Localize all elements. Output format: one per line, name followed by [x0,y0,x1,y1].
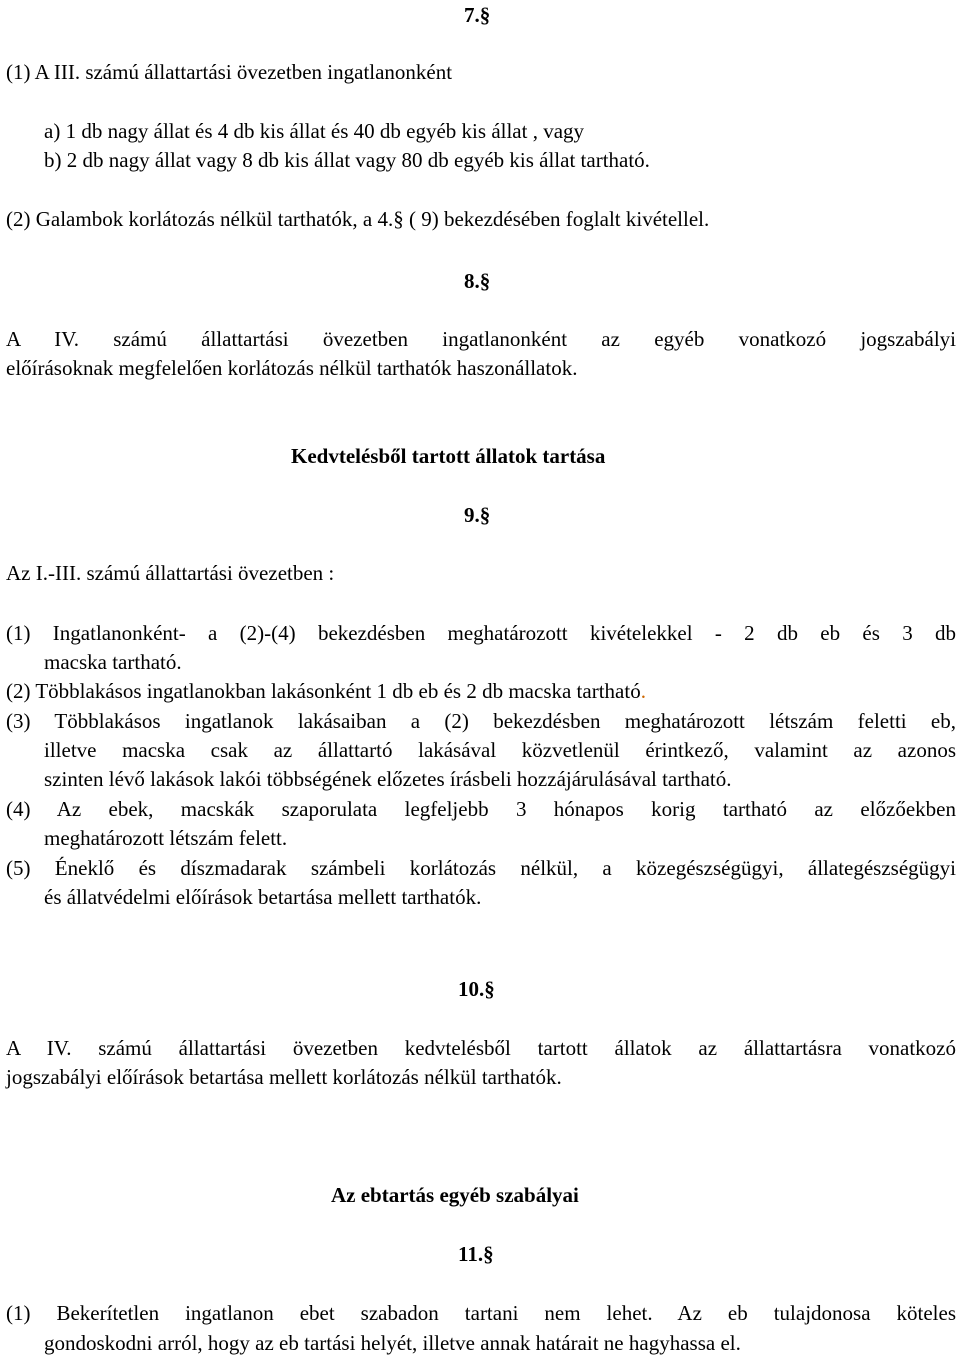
heading-dog-keeping-rules: Az ebtartás egyéb szabályai [331,1183,579,1207]
paragraph-9-4-line-2: meghatározott létszám felett. [44,826,288,850]
section-number-11: 11.§ [458,1242,494,1266]
paragraph-7-1-b: b) 2 db nagy állat vagy 8 db kis állat vagy 80 db egyéb kis állat tartható. [44,148,650,172]
paragraph-9-3-line-3: szinten lévő lakások lakói többségének előzetes írásbeli hozzájárulásával tartható. [44,767,732,791]
paragraph-11-line-1: (1) Bekerítetlen ingatlanon ebet szabadon tartani nem lehet. Az eb tulajdonosa köteles [6,1301,956,1325]
paragraph-7-1: (1) A III. számú állattartási övezetben ingatlanonként [6,60,453,84]
paragraph-9-2-period: . [640,679,646,703]
paragraph-7-1-a: a) 1 db nagy állat és 4 db kis állat és 40 db egyéb kis állat , vagy [44,119,585,143]
paragraph-9-3-line-1: (3) Többlakásos ingatlanok lakásaiban a (2) bekezdésben meghatározott létszám feletti eb, [6,709,956,733]
paragraph-10-line-1: A IV. számú állattartási övezetben kedvtelésből tartott állatok az állattartásra vonatkozó [6,1036,956,1060]
heading-pet-keeping: Kedvtelésből tartott állatok tartása [291,444,606,468]
paragraph-8-line-2: előírásoknak megfelelően korlátozás nélkül tarthatók haszonállatok. [6,356,578,380]
section-number-10: 10.§ [458,977,495,1001]
paragraph-9-2-text: (2) Többlakásos ingatlanokban lakásonként 1 db eb és 2 db macska tartható [6,679,641,703]
paragraph-9-2 [6,678,646,704]
paragraph-10-line-2: jogszabályi előírások betartása mellett korlátozás nélkül tarthatók. [6,1065,562,1089]
paragraph-9-intro: Az I.-III. számú állattartási övezetben : [6,561,335,585]
paragraph-9-1-line-2: macska tartható. [44,650,182,674]
paragraph-9-4-line-1: (4) Az ebek, macskák szaporulata legfeljebb 3 hónapos korig tartható az előzőekben [6,797,956,821]
section-number-8: 8.§ [464,269,491,293]
paragraph-9-3-line-2: illetve macska csak az állattartó lakásával közvetlenül érintkező, valamint az azonos [44,738,956,762]
paragraph-9-1-line-1: (1) Ingatlanonként- a (2)-(4) bekezdésben meghatározott kivételekkel - 2 db eb és 3 db [6,621,956,645]
paragraph-9-5-line-2: és állatvédelmi előírások betartása mellett tarthatók. [44,885,482,909]
paragraph-11-line-2: gondoskodni arról, hogy az eb tartási helyét, illetve annak határait ne hagyhassa el. [44,1331,741,1355]
paragraph-9-5-line-1: (5) Éneklő és díszmadarak számbeli korlátozás nélkül, a közegészségügyi, állategészségügyi [6,856,956,880]
section-number-9: 9.§ [464,503,491,527]
paragraph-7-2: (2) Galambok korlátozás nélkül tarthatók, a 4.§ ( 9) bekezdésében foglalt kivétellel. [6,207,710,231]
section-number-7: 7.§ [464,3,491,27]
paragraph-8-line-1: A IV. számú állattartási övezetben ingatlanonként az egyéb vonatkozó jogszabályi [6,327,956,351]
